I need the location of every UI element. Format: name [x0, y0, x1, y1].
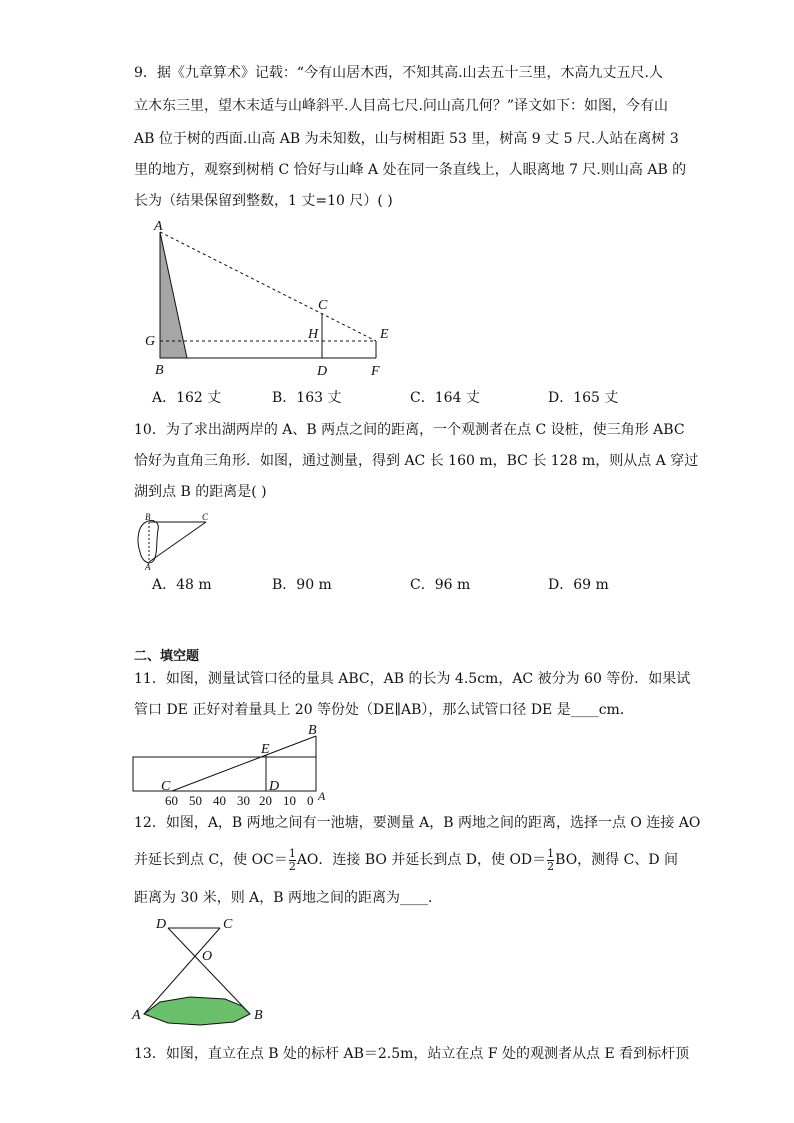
q9-option-a[interactable]: A．162 丈 [152, 390, 222, 406]
pond [144, 997, 250, 1025]
fraction-denominator: 2 [288, 859, 296, 873]
q9-line: 立木东三里，望木末适与山峰斜平.人目高七尺.问山高几何？”译文如下：如图，今有山 [134, 98, 669, 114]
label-C: C [202, 512, 209, 522]
mountain-shape [160, 232, 187, 358]
q10-option-c[interactable]: C．96 m [410, 577, 471, 593]
tick-label: 40 [213, 793, 226, 808]
fraction-denominator: 2 [547, 859, 555, 873]
label-D: D [317, 364, 328, 379]
q12-text-part: AO．连接 BO 并延长到点 D，使 OD＝ [296, 852, 547, 868]
label-D: D [269, 779, 280, 794]
label-F: F [371, 364, 380, 379]
q10-line: 10．为了求出湖两岸的 A、B 两点之间的距离，一个观测者在点 C 设桩，使三角形 ABC [134, 422, 685, 438]
q12-text-part: BO，测得 C、D 间 [555, 852, 679, 868]
q9-line: 9．据《九章算术》记载：“今有山居木西，不知其高.山去五十三里，木高九丈五尺.人 [134, 65, 663, 81]
q10-line: 恰好为直角三角形．如图，通过测量，得到 AC 长 160 m，BC 长 128 m，则从点 A 穿过 [134, 453, 699, 469]
q12-line-2 [134, 846, 678, 874]
tick-label: 20 [259, 793, 272, 808]
section-title: 二、填空题 [134, 649, 200, 664]
q11-line: 管口 DE 正好对着量具上 20 等份处（DE∥AB），那么试管口径 DE 是____cm． [134, 702, 634, 718]
scale-ticks [165, 793, 314, 808]
label-C: C [318, 298, 328, 313]
label-B: B [155, 363, 164, 378]
lake-outline [138, 520, 158, 562]
line-AC [149, 522, 206, 562]
label-G: G [145, 334, 156, 349]
fraction-numerator: 1 [547, 846, 555, 860]
q9-line: AB 位于树的西面.山高 AB 为未知数，山与树相距 53 里，树高 9 丈 5 尺.人站在离树 3 [134, 131, 679, 147]
fraction-half [547, 848, 554, 873]
label-H: H [308, 327, 319, 342]
label-A: A [154, 219, 163, 234]
q9-option-c[interactable]: C．164 丈 [410, 390, 480, 406]
q12-line: 距离为 30 米，则 A，B 两地之间的距离为____． [134, 890, 443, 906]
q10-option-d[interactable]: D．69 m [548, 577, 609, 593]
label-B: B [254, 1008, 263, 1023]
q12-figure [130, 914, 270, 1026]
label-B: B [308, 723, 317, 738]
label-A: A [145, 562, 151, 572]
label-E: E [261, 742, 270, 757]
label-C: C [223, 917, 233, 932]
ruler-CB [172, 736, 316, 791]
q9-line: 长为（结果保留到整数，1 丈=10 尺）( ) [134, 193, 393, 209]
q9-option-d[interactable]: D．165 丈 [548, 390, 619, 406]
q12-line: 12．如图，A，B 两地之间有一池塘，要测量 A，B 两地之间的距离，选择一点 O 连接 AO [134, 815, 701, 831]
q10-line: 湖到点 B 的距离是( ) [134, 484, 267, 500]
tick-label: 60 [165, 793, 178, 808]
label-C: C [161, 779, 171, 794]
q13-line: 13．如图，直立在点 B 处的标杆 AB＝2.5m，站立在点 F 处的观测者从点 E 看到标杆顶 [134, 1046, 690, 1062]
label-A: A [318, 789, 326, 803]
label-D: D [156, 917, 167, 932]
q12-text-part: 并延长到点 C，使 OC＝ [134, 852, 288, 868]
tick-label: 10 [283, 793, 296, 808]
tick-label: 30 [237, 793, 250, 808]
q9-line: 里的地方，观察到树梢 C 恰好与山峰 A 处在同一条直线上，人眼离地 7 尺.则山高 AB 的 [134, 162, 687, 178]
tick-label: 50 [189, 793, 202, 808]
q9-figure [140, 218, 400, 378]
q10-option-b[interactable]: B．90 m [272, 577, 332, 593]
q10-option-a[interactable]: A．48 m [152, 577, 212, 593]
line-AE [160, 232, 376, 341]
label-B: B [145, 512, 151, 522]
label-E: E [380, 327, 389, 342]
fraction-half [289, 848, 296, 873]
label-O: O [202, 949, 213, 964]
fraction-numerator: 1 [288, 846, 296, 860]
q11-figure [132, 724, 332, 810]
tick-label: 0 [307, 793, 314, 808]
label-A: A [132, 1008, 141, 1023]
q11-line: 11．如图，测量试管口径的量具 ABC，AB 的长为 4.5cm，AC 被分为 60 等份．如果试 [134, 671, 691, 687]
q10-figure [134, 512, 214, 570]
q9-option-b[interactable]: B．163 丈 [272, 390, 342, 406]
